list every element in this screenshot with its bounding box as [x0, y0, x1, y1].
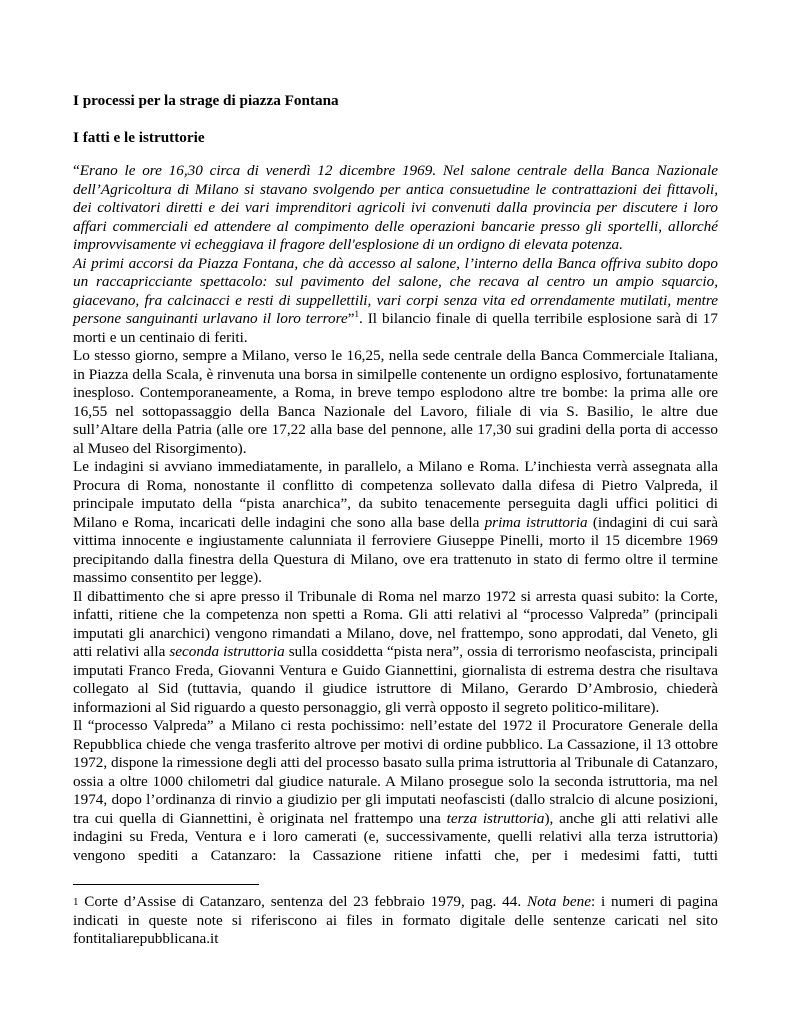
quote-aftertext: . Il bilancio finale di quella terribile esplosione sarà di 17 morti e un centinaio di feriti.	[73, 310, 718, 346]
paragraph-italic: seconda istruttoria	[169, 643, 285, 660]
paragraph-text: sulla cosiddetta “pista nera”, ossia di terrorismo neofascista, principali imputati Franco Freda, Giovanni Ventura e Guido Giannettini, giornalista di estrema destra che risultava collegato al Sid (tuttavia, quando il giudice istruttore di Milano, Gerardo D’Ambrosio, chiederà informazioni al Sid riguardo a questo personaggio, gli verrà opposto il segreto politico-militare).	[73, 643, 718, 716]
footnote-separator	[73, 884, 259, 885]
paragraph-text: ), anche gli atti relativi alle indagini su Freda, Ventura e i loro camerati (e, successivamente, quelli relativi alla terza istruttoria) vengono spediti a Catanzaro: la Cassazione ritiene infatti che, per i medesimi fatti, tutti	[73, 809, 718, 864]
paragraph: Lo stesso giorno, sempre a Milano, verso le 16,25, nella sede centrale della Banca Commerciale Italiana, in Piazza della Scala, è rinvenuta una borsa in similpelle contenente un ordigno esplosivo, fortunatamente inesploso. Contemporaneamente, a Roma, in breve tempo esplodono altre tre bombe: la prima alle ore 16,55 nel sottopassaggio della Banca Nazionale del Lavoro, filiale di via S. Basilio, le altre due sull’Altare della Patria (alle ore 17,22 alla base del pennone, alle 17,30 sui gradini della porta di accesso al Museo del Risorgimento).	[73, 347, 718, 457]
paragraph-italic: terza istruttoria	[446, 809, 545, 827]
quote-text-continued: Ai primi accorsi da Piazza Fontana, che dà accesso al salone, l’interno della Banca offriva subito dopo un raccapricciante spettacolo: sul pavimento del salone, che recava al centro un ampio squarcio, giacevano, fra calcinacci e resti di suppellettili, vari corpi senza vita ed orrendamente mutilati, mentre persone sanguinanti urlavano il loro terrore	[73, 254, 718, 327]
footnote-italic: Nota bene	[526, 893, 591, 910]
footnote-text: Corte d’Assise di Catanzaro, sentenza del 23 febbraio 1979, pag. 44.	[78, 893, 527, 910]
footnote-reference[interactable]: 1	[354, 308, 359, 319]
footnote-number: 1	[73, 896, 79, 908]
document-body	[73, 162, 718, 865]
footnote	[73, 893, 718, 949]
footnote-text: : i numeri di pagina indicati in queste note si riferiscono ai files in formato digitale delle sentenze caricati nel sito fontitaliarepubblicana.it	[73, 893, 718, 947]
quote-open-mark: “	[73, 162, 80, 179]
paragraph-text: (indagini di cui sarà vittima innocente e ingiustamente calunniata il ferroviere Giuseppe Pinelli, morto il 15 dicembre 1969 precipitando dalla finestra della Questura di Milano, ove era trattenuto in stato di fermo oltre il termine massimo consentito per legge).	[73, 513, 718, 586]
paragraph	[73, 588, 718, 718]
paragraph-quote-continued	[73, 255, 718, 348]
paragraph-text: Il dibattimento che si apre presso il Tribunale di Roma nel marzo 1972 si arresta quasi subito: la Corte, infatti, ritiene che la competenza non spetti a Roma. Gli atti relativi al “processo Valpreda” (principali imputati gli anarchici) vengono rimandati a Milano, dove, nel frattempo, sono approdati, dal Veneto, gli atti relativi alla	[73, 587, 718, 660]
paragraph-quote	[73, 162, 718, 255]
paragraph	[73, 717, 718, 865]
paragraph-text: Il “processo Valpreda” a Milano ci resta pochissimo: nell’estate del 1972 il Procuratore Generale della Repubblica chiede che venga trasferito altrove per motivi di ordine pubblico. La Cassazione, il 13 ottobre 1972, dispone la rimessione degli atti del processo basato sulla prima istruttoria al Tribunale di Catanzaro, ossia a oltre 1000 chilometri dal giudice naturale. A Milano prosegue solo la seconda istruttoria, ma nel 1974, dopo l’ordinanza di rinvio a giudizio per gli imputati neofascisti (dallo stralcio di alcune posizioni, tra cui quella di Giannettini, è originata nel frattempo una	[73, 717, 718, 827]
quote-close-mark: ”	[347, 310, 355, 327]
paragraph-text: Le indagini si avviano immediatamente, in parallelo, a Milano e Roma. L’inchiesta verrà assegnata alla Procura di Roma, nonostante il conflitto di competenza sollevato dalla difesa di Pietro Valpreda, il principale imputato della “pista anarchica”, da subito tenacemente perseguita dagli uffici politici di Milano e Roma, incaricati delle indagini che sono alla base della	[73, 458, 718, 531]
quote-text: Erano le ore 16,30 circa di venerdì 12 dicembre 1969. Nel salone centrale della Banca Nazionale dell’Agricoltura di Milano si stavano svolgendo per antica consuetudine le contrattazioni dei fittavoli, dei coltivatori diretti e dei vari imprenditori agricoli ivi convenuti dalla provincia per discutere i loro affari commerciali ed attendere al compimento delle operazioni bancarie presso gli sportelli, allorché improvvisamente vi echeggiava il fragore dell'esplosione di un ordigno di elevata potenza.	[73, 162, 718, 253]
section-heading: I fatti e le istruttorie	[73, 129, 205, 146]
paragraph	[73, 458, 718, 588]
document-title: I processi per la strage di piazza Fontana	[73, 92, 339, 109]
paragraph-italic: prima istruttoria	[484, 513, 588, 531]
